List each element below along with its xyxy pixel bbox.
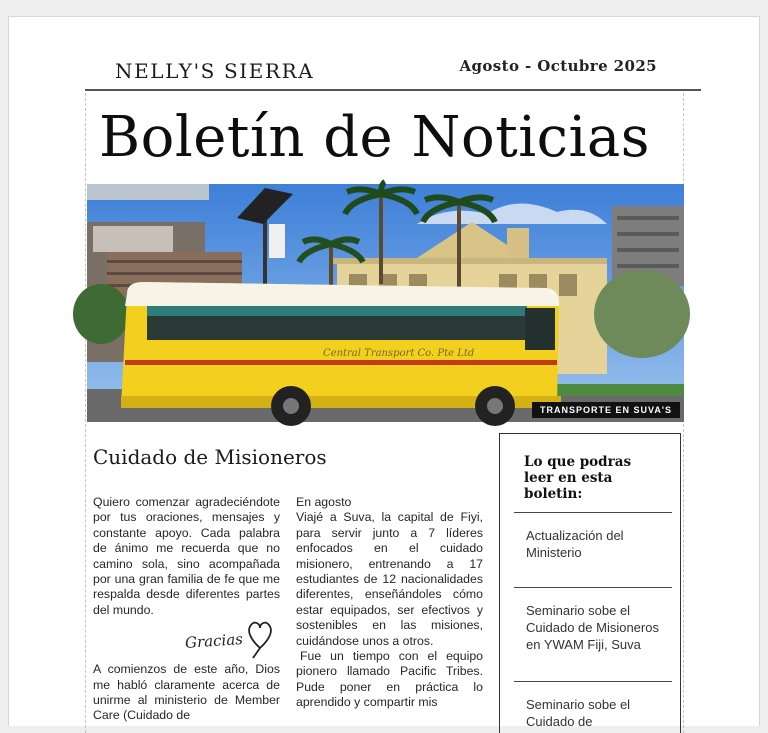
brand-name: NELLY'S SIERRA <box>115 59 315 83</box>
signature-gracias: Gracias <box>184 630 244 653</box>
masthead <box>85 17 701 91</box>
paragraph-suva: Viajé a Suva, la capital de Fiyi, para servir junto a 7 líderes enfocados en el cuidado misionero, entrenando a 17 estudiantes de 12 nacionalidades diferentes, enseñándoles cómo estar equipados, ser efectivos y sostenibles en las misiones, cuidándose unos a otros. <box>296 510 483 648</box>
issue-date: Agosto - Octubre 2025 <box>459 57 657 75</box>
signature-block <box>93 618 280 662</box>
paragraph-calling: A comienzos de este año, Dios me habló claramente acerca de unirme al ministerio de Member Care (Cuidado de <box>93 662 280 723</box>
sidebar-item-ministry-update[interactable]: Actualización del Ministerio <box>514 512 672 561</box>
paragraph-subheading: En agosto <box>296 495 352 509</box>
paragraph-thanks: Quiero comenzar agradeciéndote por tus oraciones, mensajes y constante apoyo. Cada palabra de ánimo me recuerda que no camino sola, sino acompañada por una gran familia de fe que me respalda desde diferentes partes del mundo. <box>93 495 280 617</box>
sidebar-item-seminar-fiji[interactable]: Seminario sobe el Cuidado de Misioneros en YWAM Fiji, Suva <box>514 587 672 653</box>
bus-lettering: Central Transport Co. Pte Ltd <box>323 348 475 359</box>
article-column-2 <box>296 495 483 711</box>
article-title: Cuidado de Misioneros <box>93 445 327 469</box>
heart-icon <box>245 618 275 658</box>
contents-sidebar <box>499 433 681 733</box>
paragraph-pacific-tribes: Fue un tiempo con el equipo pionero llamado Pacific Tribes. Pude poner en práctica lo aprendido y compartir mis <box>296 649 483 710</box>
newsletter-title: Boletín de Noticias <box>99 105 651 170</box>
bus-photo-illustration <box>87 184 684 422</box>
photo-caption: TRANSPORTE EN SUVA'S <box>532 402 680 418</box>
newsletter-page <box>8 16 760 729</box>
sidebar-item-seminar-care[interactable]: Seminario sobe el Cuidado de <box>514 681 672 730</box>
sidebar-title: Lo que podras leer en esta boletin: <box>524 454 632 502</box>
cover-photo <box>87 184 684 422</box>
article-column-1 <box>93 495 280 724</box>
